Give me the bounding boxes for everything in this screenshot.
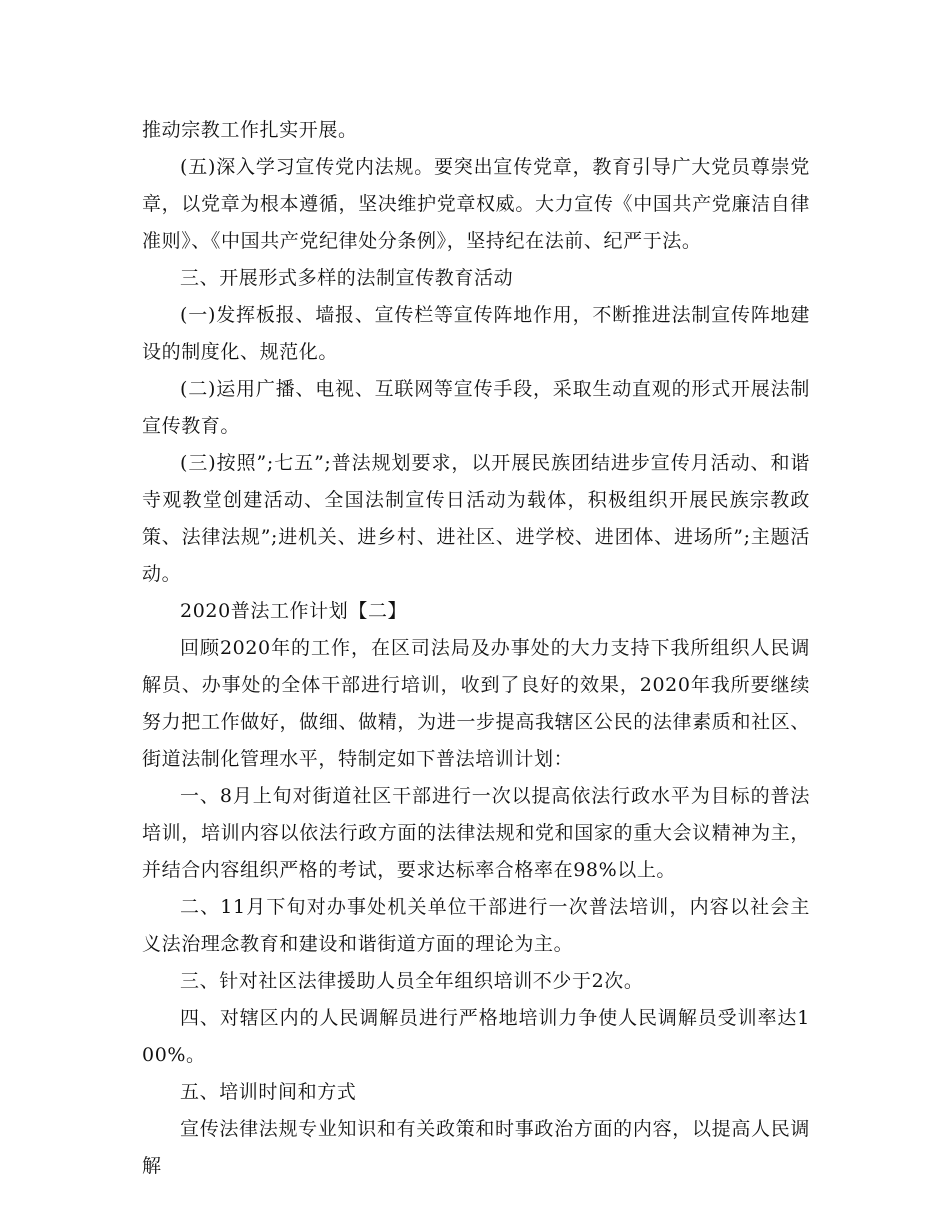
paragraph-training-content: 宣传法律法规专业知识和有关政策和时事政治方面的内容，以提高人民调解	[142, 1118, 810, 1177]
paragraph-seventh-five-year: (三)按照”;七五”;普法规划要求，以开展民族团结进步宣传月活动、和谐寺观教堂创建活动、全国法制宣传日活动为载体，积极组织开展民族宗教政策、法律法规”;进机关、进乡村、进社区、进学校、进团体、进场所”;主题活动。	[142, 452, 810, 585]
document-subtitle: 2020普法工作计划【二】	[180, 600, 408, 622]
paragraph-media-publicity: (二)运用广播、电视、互联网等宣传手段，采取生动直观的形式开展法制宣传教育。	[142, 378, 810, 437]
section-heading-activities: 三、开展形式多样的法制宣传教育活动	[180, 267, 514, 289]
paragraph-item-one: 一、8月上旬对街道社区干部进行一次以提高依法行政水平为目标的普法培训，培训内容以依法行政方面的法律法规和党和国家的重大会议精神为主，并结合内容组织严格的考试，要求达标率合格率在98%以上。	[142, 785, 810, 881]
paragraph-publicity-boards: (一)发挥板报、墙报、宣传栏等宣传阵地作用，不断推进法制宣传阵地建设的制度化、规范化。	[142, 304, 810, 363]
paragraph-continuation: 推动宗教工作扎实开展。	[142, 119, 358, 141]
paragraph-party-regulations: (五)深入学习宣传党内法规。要突出宣传党章，教育引导广大党员尊崇党章，以党章为根本遵循，坚决维护党章权威。大力宣传《中国共产党廉洁自律准则》、《中国共产党纪律处分条例》，坚持纪在法前、纪严于法。	[142, 156, 810, 252]
paragraph-item-three: 三、针对社区法律援助人员全年组织培训不少于2次。	[180, 970, 644, 992]
paragraph-item-four: 四、对辖区内的人民调解员进行严格地培训力争使人民调解员受训率达100%。	[142, 1007, 810, 1066]
paragraph-review: 回顾2020年的工作，在区司法局及办事处的大力支持下我所组织人民调解员、办事处的全体干部进行培训，收到了良好的效果，2020年我所要继续努力把工作做好，做细、做精，为进一步提高我辖区公民的法律素质和社区、街道法制化管理水平，特制定如下普法培训计划：	[142, 637, 810, 770]
paragraph-item-five-heading: 五、培训时间和方式	[180, 1081, 357, 1103]
document-body	[142, 112, 810, 1185]
paragraph-item-two: 二、11月下旬对办事处机关单位干部进行一次普法培训，内容以社会主义法治理念教育和建设和谐街道方面的理论为主。	[142, 896, 810, 955]
